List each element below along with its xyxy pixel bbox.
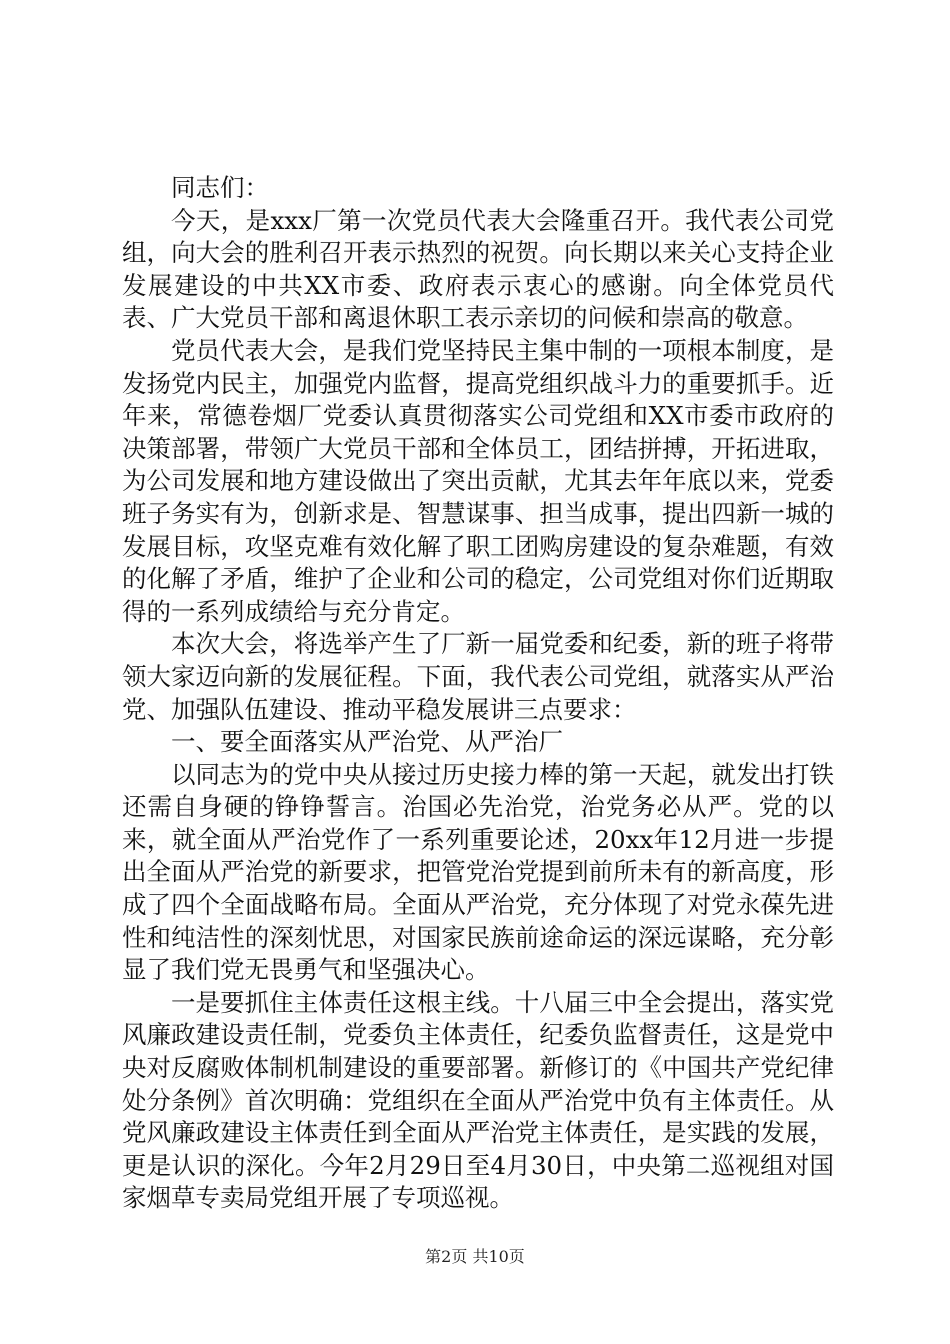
section-heading-1: 一、要全面落实从严治党、从严治厂 [171,727,563,757]
page-footer: 第2页 共10页 [425,1247,525,1266]
body-text [122,172,834,1215]
paragraph-congress: 党员代表大会，是我们党坚持民主集中制的一项根本制度，是发扬党内民主，加强党内监督，提高党组织战斗力的重要抓手。近年来，常德卷烟厂党委认真贯彻落实公司党组和XX市委市政府的决策部署，带领广大党员干部和全体员工，团结拼搏，开拓进取，为公司发展和地方建设做出了突出贡献，尤其去年年底以来，党委班子务实有为，创新求是、智慧谋事、担当成事，提出四新一城的发展目标，攻坚克难有效化解了职工团购房建设的复杂难题，有效的化解了矛盾，维护了企业和公司的稳定，公司党组对你们近期取得的一系列成绩给与充分肯定。 [122,335,834,626]
paragraph-election: 本次大会，将选举产生了厂新一届党委和纪委，新的班子将带领大家迈向新的发展征程。下面，我代表公司党组，就落实从严治党、加强队伍建设、推动平稳发展讲三点要求： [122,629,834,724]
paragraph-party-central: 以同志为的党中央从接过历史接力棒的第一天起，就发出打铁还需自身硬的铮铮誓言。治国必先治党，治党务必从严。党的以来，就全面从严治党作了一系列重要论述，20xx年12月进一步提出全面从严治党的新要求，把管党治党提到前所未有的新高度，形成了四个全面战略布局。全面从严治党，充分体现了对党永葆先进性和纯洁性的深刻忧思，对国家民族前途命运的深远谋略，充分彰显了我们党无畏勇气和坚强决心。 [122,759,834,985]
paragraph-main-responsibility: 一是要抓住主体责任这根主线。十八届三中全会提出，落实党风廉政建设责任制，党委负主体责任，纪委负监督责任，这是党中央对反腐败体制机制建设的重要部署。新修订的《中国共产党纪律处分条例》首次明确：党组织在全面从严治党中负有主体责任。从党风廉政建设主体责任到全面从严治党主体责任，是实践的发展，更是认识的深化。今年2月29日至4月30日，中央第二巡视组对国家烟草专卖局党组开展了专项巡视。 [122,987,834,1213]
salutation: 同志们： [171,173,269,202]
paragraph-opening: 今天，是xxx厂第一次党员代表大会隆重召开。我代表公司党组，向大会的胜利召开表示热烈的祝贺。向长期以来关心支持企业发展建设的中共XX市委、政府表示衷心的感谢。向全体党员代表、广大党员干部和离退休职工表示亲切的问候和崇高的敬意。 [122,205,834,333]
